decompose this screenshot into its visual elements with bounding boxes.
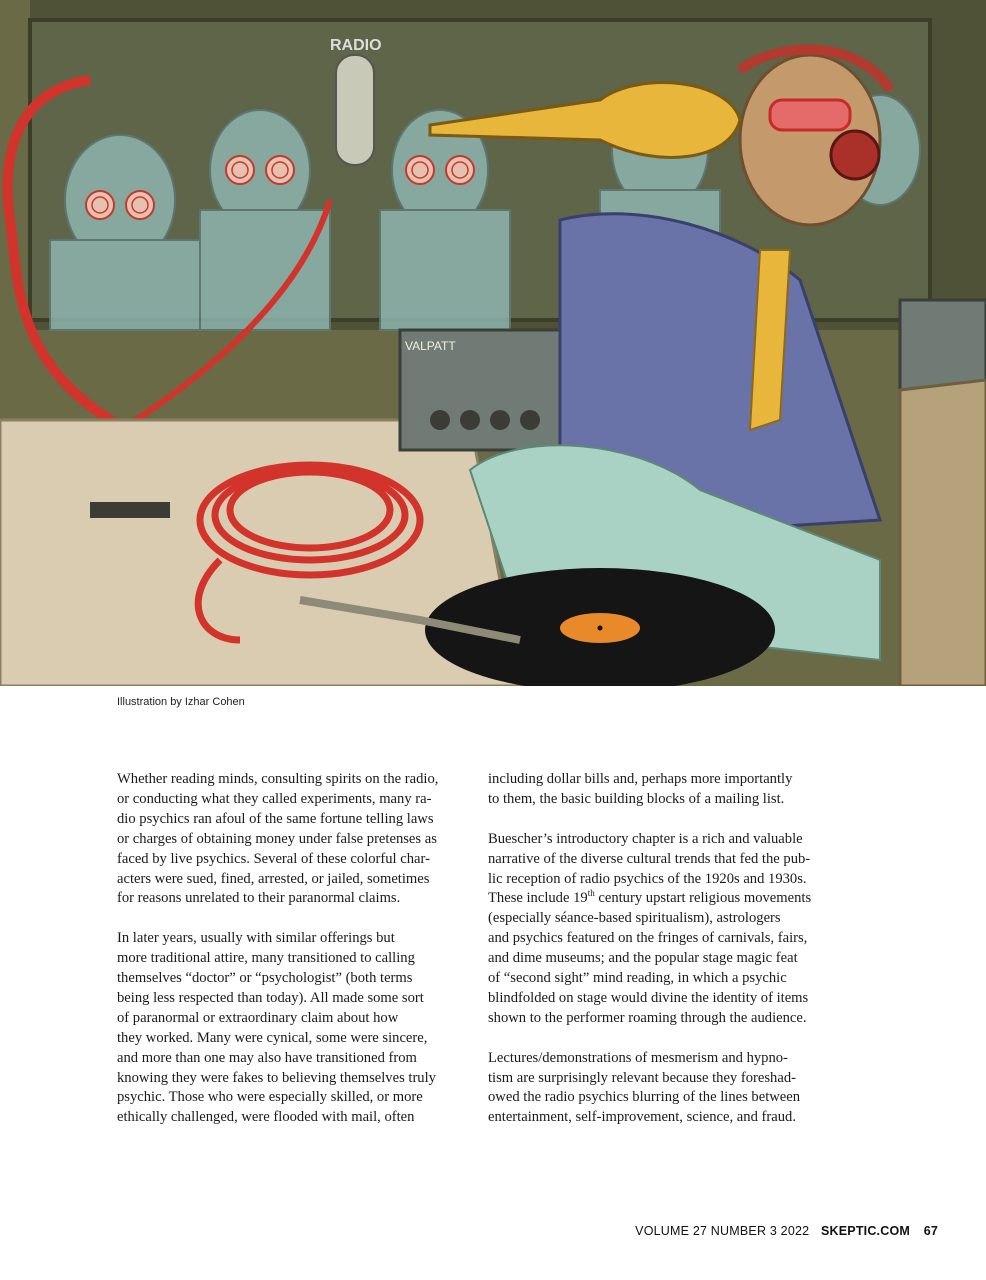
text-line: and psychics featured on the fringes of carnivals, fairs, (488, 930, 808, 947)
radio-mic-label: RADIO (330, 37, 382, 54)
illustration-caption: Illustration by Izhar Cohen (117, 696, 245, 708)
text-line: acters were sued, fined, arrested, or jailed, sometimes (117, 870, 430, 887)
page-number: 67 (923, 1224, 938, 1238)
left-column (117, 770, 477, 1148)
text-line: themselves “doctor” or “psychologist” (both terms (117, 970, 413, 987)
text-line: lic reception of radio psychics of the 1920s and 1930s. (488, 870, 807, 887)
text-line: narrative of the diverse cultural trends that fed the pub- (488, 850, 811, 867)
text-line: Buescher’s introductory chapter is a rich and valuable (488, 830, 803, 847)
text-line: for reasons unrelated to their paranormal claims. (117, 890, 401, 907)
text-line: Whether reading minds, consulting spirits on the radio, (117, 771, 439, 787)
text-line: In later years, usually with similar offerings but (117, 930, 395, 947)
text-line: psychic. Those who were especially skilled, or more (117, 1089, 423, 1106)
text-line: (especially séance-based spiritualism), astrologers (488, 910, 781, 927)
text-line: they worked. Many were cynical, some were sincere, (117, 1029, 428, 1046)
paragraph (117, 929, 477, 1128)
paragraph (117, 770, 477, 909)
text-line: ethically challenged, were flooded with mail, often (117, 1109, 415, 1126)
text-line: faced by live psychics. Several of these colorful char- (117, 850, 430, 867)
text-line: and more than one may also have transitioned from (117, 1049, 417, 1066)
text-line: and dime museums; and the popular stage magic feat (488, 950, 798, 967)
text-line: shown to the performer roaming through the audience. (488, 1009, 807, 1026)
text-line: Lectures/demonstrations of mesmerism and hypno- (488, 1049, 788, 1066)
text-fragment: These include 19 (488, 890, 588, 907)
console-label: VALPATT (405, 339, 456, 353)
text-line: entertainment, self-improvement, science, and fraud. (488, 1109, 796, 1126)
text-line: being less respected than today). All made some sort (117, 989, 424, 1006)
text-line: or charges of obtaining money under false pretenses as (117, 830, 437, 847)
page-footer (635, 1224, 938, 1238)
issue-info: VOLUME 27 NUMBER 3 2022 (635, 1224, 810, 1238)
text-line: tism are surprisingly relevant because they foreshad- (488, 1069, 796, 1086)
text-line: or conducting what they called experiments, many ra- (117, 790, 432, 807)
site-name: SKEPTIC.COM (820, 1224, 910, 1238)
text-line (488, 889, 848, 909)
text-line: blindfolded on stage would divine the identity of items (488, 989, 809, 1006)
text-line: of paranormal or extraordinary claim about how (117, 1009, 399, 1026)
text-line: to them, the basic building blocks of a mailing list. (488, 790, 785, 807)
text-line: including dollar bills and, perhaps more importantly (488, 771, 793, 787)
right-column (488, 770, 848, 1148)
ordinal-superscript: th (587, 888, 595, 899)
text-line: dio psychics ran afoul of the same fortune telling laws (117, 810, 434, 827)
text-line: knowing they were fakes to believing themselves truly (117, 1069, 436, 1086)
paragraph (488, 770, 848, 810)
text-fragment: century upstart religious movements (594, 890, 812, 907)
text-line: owed the radio psychics blurring of the lines between (488, 1089, 801, 1106)
text-line: more traditional attire, many transitioned to calling (117, 950, 415, 967)
paragraph (488, 830, 848, 1029)
paragraph (488, 1049, 848, 1129)
text-line: of “second sight” mind reading, in which a psychic (488, 970, 787, 987)
